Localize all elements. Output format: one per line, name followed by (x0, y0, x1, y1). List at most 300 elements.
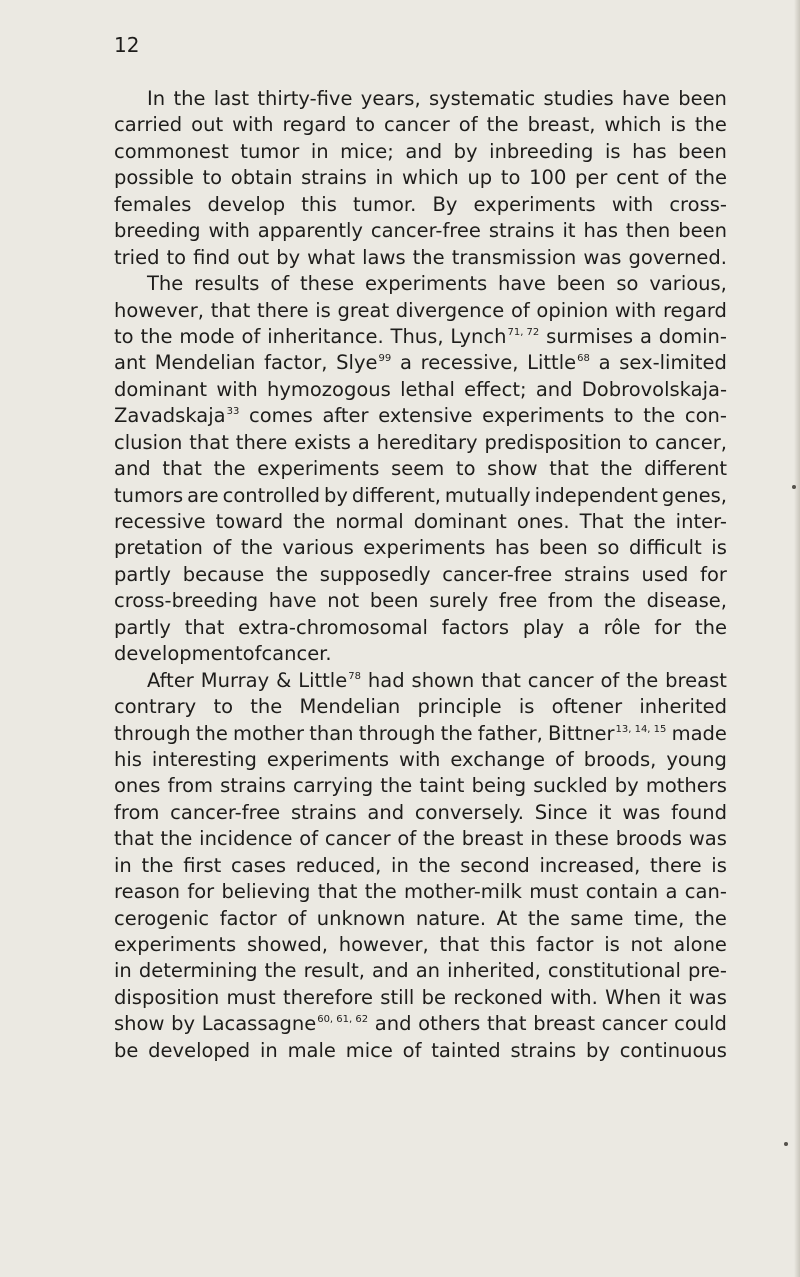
word: and (371, 959, 409, 983)
word: still (380, 985, 415, 1009)
word: in (114, 959, 132, 983)
word: there (235, 430, 288, 454)
word: cancer, (655, 430, 727, 454)
word: predisposition (484, 430, 622, 454)
text-line (114, 218, 727, 244)
text-line (114, 1011, 727, 1037)
word: than (309, 721, 354, 745)
word: is (518, 695, 535, 719)
word: ones. (516, 510, 570, 533)
word: others (418, 1012, 481, 1036)
word: that (184, 615, 225, 639)
word: By (432, 192, 458, 216)
word: these (554, 827, 609, 851)
word: dominant (114, 377, 208, 401)
word: Lacassagne$^{60, 61, 62}$ (201, 1012, 369, 1036)
word: of (555, 747, 574, 771)
word: is (711, 853, 727, 877)
word: the (418, 853, 451, 877)
word: there (256, 298, 309, 322)
word: inherited, (447, 959, 541, 983)
word: inheritance. (267, 324, 384, 348)
word: the (694, 113, 727, 137)
word: extra-chromosomal (238, 615, 428, 639)
word: was (688, 985, 727, 1009)
word: in (375, 166, 394, 190)
word: disposition (114, 985, 220, 1009)
word: by (324, 483, 348, 507)
text-line (114, 245, 727, 271)
body-text (114, 86, 727, 1064)
word: inter- (675, 510, 727, 533)
word: in (391, 853, 409, 877)
word: had (367, 668, 405, 692)
text-line (114, 879, 727, 905)
word: continuous (619, 1038, 727, 1062)
word: per (575, 166, 608, 190)
word: cross-breeding (114, 589, 259, 613)
word: that (481, 668, 521, 692)
word: After (147, 668, 194, 692)
word: have (498, 272, 546, 296)
word: been (539, 536, 588, 560)
word: cancer. (261, 642, 332, 666)
word: because (182, 562, 265, 586)
word: and (405, 139, 443, 163)
word: inbreeding (489, 139, 594, 163)
citation-superscript: 99 (378, 353, 392, 365)
text-line (114, 350, 727, 376)
word: believing (221, 880, 311, 904)
page-number: 12 (114, 33, 140, 57)
citation-superscript: 33 (226, 406, 240, 418)
word: the (694, 615, 727, 639)
word: play (522, 615, 565, 639)
word: Thus, (390, 324, 444, 348)
word: strains (220, 774, 286, 798)
word: is (604, 933, 620, 956)
text-line (114, 721, 727, 747)
word: the (422, 827, 455, 851)
word: that (486, 1012, 527, 1036)
text-line (114, 1038, 727, 1064)
citation-superscript: 13, 14, 15 (615, 723, 667, 735)
word: sex-limited (619, 351, 727, 375)
word: a (665, 880, 678, 904)
word: which (604, 113, 662, 137)
word: difficult (628, 536, 702, 560)
word: reduced, (295, 853, 382, 877)
text-line (114, 985, 727, 1011)
word: the (486, 113, 519, 137)
word: transmission (451, 245, 577, 269)
word: partly (114, 615, 171, 639)
word: taint (419, 774, 465, 798)
word: that (317, 880, 358, 904)
word: been (678, 139, 727, 163)
word: a (399, 351, 412, 375)
word: what (307, 245, 356, 269)
word: When (605, 985, 662, 1009)
word: and (367, 800, 405, 824)
word: cancer (527, 668, 594, 692)
word: could (674, 1012, 727, 1036)
word: then (625, 219, 671, 243)
word: the (694, 166, 727, 190)
word: of (270, 272, 290, 296)
word: cerogenic (114, 906, 210, 930)
word: experiments (114, 933, 237, 956)
word: cent (616, 166, 659, 190)
word: an (415, 959, 441, 983)
word: result, (303, 959, 365, 983)
word: Zavadskaja$^{33}$ (114, 404, 240, 428)
word: is (605, 139, 621, 163)
word: for (700, 562, 727, 586)
word: these (299, 272, 355, 296)
word: the (250, 695, 283, 719)
text-line (114, 430, 727, 456)
word: a (357, 430, 370, 454)
word: the (694, 906, 727, 930)
word: this (301, 192, 337, 216)
word: mother (233, 721, 304, 745)
word: development (114, 642, 243, 666)
word: the (293, 510, 326, 533)
word: developed (148, 1038, 251, 1062)
text-line (114, 86, 727, 112)
word: this (489, 933, 526, 956)
word: show (114, 1012, 165, 1036)
word: & (276, 668, 292, 692)
word: to (500, 166, 521, 190)
word: be (114, 1038, 139, 1062)
word: ant (114, 351, 146, 375)
word: that (189, 430, 229, 454)
word: increased, (539, 853, 641, 877)
word: Little$^{68}$ (527, 351, 590, 375)
word: with (216, 377, 258, 401)
word: there (649, 853, 702, 877)
word: made (671, 721, 727, 745)
word: domin- (658, 324, 727, 348)
word: controlled (222, 483, 321, 507)
word: nature. (415, 906, 487, 930)
word: governed. (628, 245, 727, 269)
word: it (562, 219, 576, 243)
text-line (114, 271, 727, 297)
word: exists (294, 430, 351, 454)
word: mode (179, 324, 235, 348)
word: Murray (200, 668, 270, 692)
word: by (453, 139, 478, 163)
word: to (455, 457, 476, 481)
word: independent (534, 483, 658, 507)
word: strains (488, 219, 555, 243)
word: his (114, 747, 142, 771)
word: was (688, 827, 727, 851)
word: the (643, 404, 676, 428)
word: conversely. (414, 800, 524, 824)
word: shown (411, 668, 475, 692)
word: a (639, 324, 652, 348)
word: Dobrovolskaja- (581, 377, 727, 401)
text-line (114, 509, 727, 535)
word: is (670, 113, 686, 137)
word: of (402, 1038, 422, 1062)
word: Since (534, 800, 588, 824)
word: hymozogous (266, 377, 391, 401)
word: the (527, 906, 560, 930)
word: of (242, 642, 262, 666)
word: broods (615, 827, 683, 851)
word: of (287, 906, 307, 930)
word: factor, (264, 351, 328, 375)
word: to (202, 166, 223, 190)
text-line (114, 403, 727, 429)
word: must (529, 880, 579, 904)
word: experiments (365, 272, 488, 296)
text-line (114, 298, 727, 324)
word: up (467, 166, 493, 190)
text-line (114, 958, 727, 984)
word: partly (114, 562, 171, 586)
word: a (598, 351, 611, 375)
word: In (147, 87, 166, 110)
word: tainted (431, 1038, 501, 1062)
word: in (259, 1038, 278, 1062)
word: have (622, 87, 670, 110)
word: by (585, 1038, 610, 1062)
word: that (210, 298, 251, 322)
text-line (114, 800, 727, 826)
word: to (613, 404, 634, 428)
word: that (162, 457, 202, 481)
word: to (213, 695, 234, 719)
word: the (141, 853, 174, 877)
text-line (114, 694, 727, 720)
word: of (458, 113, 478, 137)
word: effect; (464, 377, 527, 401)
text-line (114, 668, 727, 694)
word: after (322, 404, 369, 428)
word: out (191, 113, 224, 137)
word: cancer-free (370, 219, 481, 243)
word: out (237, 245, 270, 269)
word: with (208, 219, 250, 243)
word: with (611, 192, 654, 216)
word: recessive, (420, 351, 519, 375)
word: studies (543, 87, 614, 110)
word: been (369, 589, 419, 613)
word: clusion (114, 430, 183, 454)
word: opinion (536, 298, 609, 322)
word: the (633, 510, 666, 533)
word: hereditary (376, 430, 478, 454)
word: the (195, 721, 228, 745)
word: to (355, 113, 376, 137)
word: it (598, 800, 612, 824)
word: Mendelian (299, 695, 401, 719)
word: was (622, 800, 661, 824)
word: The (147, 272, 184, 296)
word: the (600, 457, 633, 481)
word: oftener (551, 695, 623, 719)
text-line (114, 853, 727, 879)
word: is (315, 298, 331, 322)
word: the (380, 774, 413, 798)
word: pre- (687, 959, 727, 983)
ink-speck (792, 485, 796, 489)
ink-speck (784, 1142, 788, 1146)
word: commonest (114, 139, 229, 163)
word: in (114, 853, 132, 877)
word: ones (114, 774, 161, 798)
word: various (282, 536, 354, 560)
word: cross- (669, 192, 727, 216)
word: rôle (603, 615, 641, 639)
word: being (471, 774, 527, 798)
word: contrary (114, 695, 197, 719)
word: is (711, 536, 727, 560)
word: divergence (395, 298, 505, 322)
word: so (597, 536, 620, 560)
text-line (114, 747, 727, 773)
word: and (535, 377, 573, 401)
word: that (114, 827, 154, 851)
word: by (276, 245, 301, 269)
word: for (187, 880, 215, 904)
word: interesting (151, 747, 257, 771)
citation-superscript: 60, 61, 62 (317, 1014, 369, 1026)
word: mice; (340, 139, 394, 163)
word: the (240, 536, 273, 560)
word: not (630, 933, 663, 956)
word: systematic (428, 87, 536, 110)
word: disease, (646, 589, 727, 613)
word: constitutional (547, 959, 681, 983)
word: that (549, 457, 589, 481)
word: the (364, 880, 397, 904)
word: experiments (482, 404, 605, 428)
word: showed, (246, 933, 328, 956)
word: genes, (661, 483, 727, 507)
word: by (614, 774, 639, 798)
text-line (114, 773, 727, 799)
text-line (114, 615, 727, 641)
word: first (183, 853, 222, 877)
word: male (287, 1038, 336, 1062)
word: with (232, 113, 274, 137)
word: possible (114, 166, 194, 190)
word: of (299, 827, 319, 851)
word: breast, (527, 113, 596, 137)
word: That (579, 510, 624, 533)
word: the (160, 827, 193, 851)
word: obtain (230, 166, 293, 190)
word: through (358, 721, 436, 745)
citation-superscript: 68 (577, 353, 590, 365)
word: experiments (266, 747, 390, 771)
word: experiments (473, 192, 596, 216)
word: breast (533, 1012, 595, 1036)
word: so (616, 272, 639, 296)
word: carried (114, 113, 183, 137)
word: are (187, 483, 219, 507)
word: to (114, 324, 134, 348)
word: years, (360, 87, 421, 110)
word: strains (564, 562, 630, 586)
word: 100 (529, 166, 567, 190)
word: factor (219, 906, 277, 930)
word: in (530, 827, 548, 851)
word: cases (231, 853, 287, 877)
word: surmises (546, 324, 634, 348)
word: different, (351, 483, 441, 507)
word: various, (649, 272, 727, 296)
word: same (570, 906, 624, 930)
word: breast (665, 668, 727, 692)
word: the (140, 324, 173, 348)
word: last (213, 87, 249, 110)
word: mothers (645, 774, 727, 798)
word: regard (662, 298, 727, 322)
word: however, (338, 933, 429, 956)
word: experiments (257, 457, 380, 481)
word: the (626, 668, 659, 692)
word: and (374, 1012, 412, 1036)
word: and (114, 457, 151, 481)
word: exchange (450, 747, 546, 771)
word: factors (441, 615, 510, 639)
word: show (487, 457, 538, 481)
word: experiments (363, 536, 486, 560)
word: find (193, 245, 231, 269)
word: father, (477, 721, 543, 745)
text-line (114, 906, 727, 932)
word: dominant (413, 510, 507, 533)
word: breast (461, 827, 524, 851)
text-line (114, 112, 727, 138)
word: Bittner$^{13, 14, 15}$ (548, 721, 667, 745)
word: lethal (400, 377, 455, 401)
word: develop (207, 192, 286, 216)
word: cancer (324, 827, 391, 851)
word: to (628, 430, 649, 454)
word: can- (684, 880, 727, 904)
word: has (583, 219, 618, 243)
word: been (678, 87, 727, 110)
word: strains (301, 166, 367, 190)
text-line (114, 483, 727, 509)
word: mother-milk (404, 880, 522, 904)
word: been (678, 219, 727, 243)
word: strains (290, 800, 357, 824)
text-line (114, 535, 727, 561)
word: found (671, 800, 727, 824)
word: with (399, 747, 441, 771)
word: toward (215, 510, 284, 533)
word: from (167, 774, 213, 798)
word: pretation (114, 536, 203, 560)
word: cancer (601, 1012, 668, 1036)
word: the (264, 959, 297, 983)
word: Mendelian (154, 351, 256, 375)
word: At (496, 906, 518, 930)
word: has (495, 536, 530, 560)
word: surely (429, 589, 489, 613)
word: young (666, 747, 727, 771)
